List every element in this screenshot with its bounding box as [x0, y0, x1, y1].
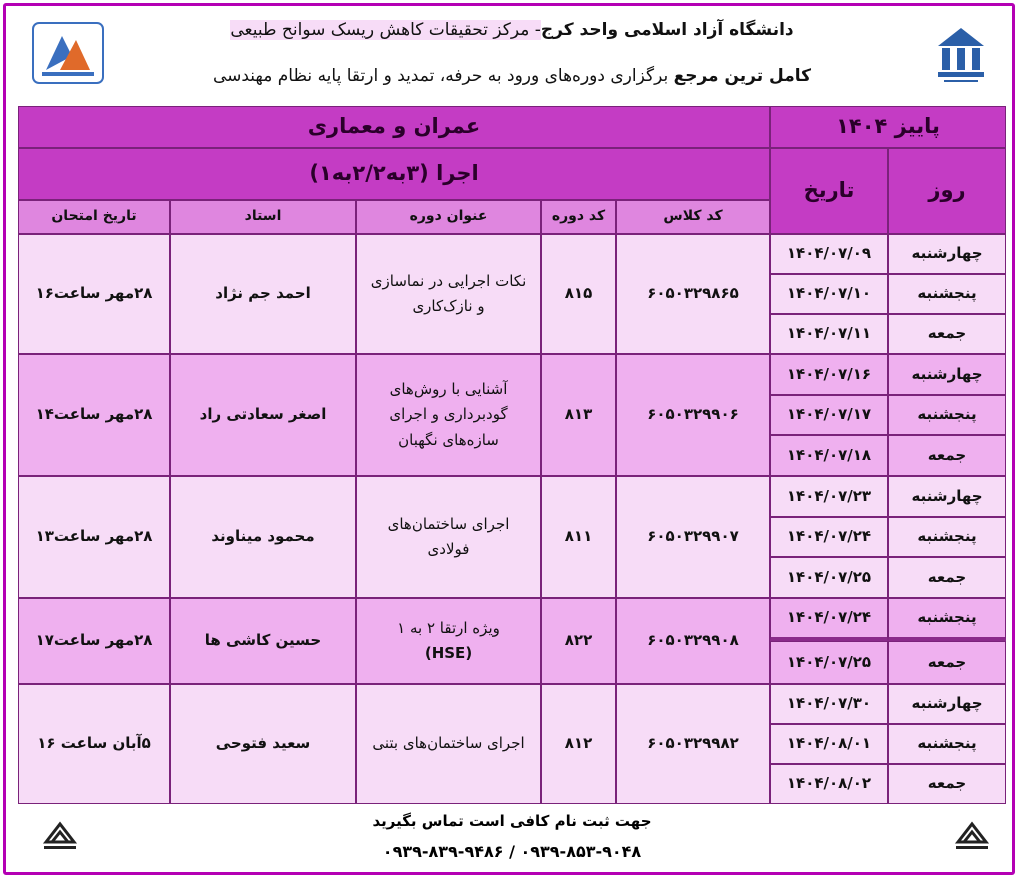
- session-day: جمعه: [888, 557, 1006, 598]
- course-title-line: (HSE): [424, 644, 473, 662]
- research-center-logo-icon: [32, 22, 104, 84]
- category-header: اجرا (۳به۲/۲به۱): [18, 148, 770, 200]
- course-title-line: گودبرداری و اجرای: [389, 405, 508, 424]
- course-title: [356, 598, 541, 684]
- class-code: ۶۰۵۰۳۲۹۹۸۲: [616, 684, 770, 804]
- session-day: پنجشنبه: [888, 598, 1006, 641]
- course-code: ۸۲۲: [541, 598, 616, 684]
- session-date: ۱۴۰۴/۰۷/۲۳: [770, 476, 888, 517]
- session-date: ۱۴۰۴/۰۷/۱۸: [770, 435, 888, 476]
- footer: [18, 806, 1006, 868]
- session-day: چهارشنبه: [888, 476, 1006, 517]
- season-header: پاییز ۱۴۰۴: [770, 106, 1006, 148]
- course-title-line: فولادی: [427, 540, 470, 558]
- teacher-name: حسین کاشی ها: [170, 598, 356, 684]
- day-column-header: روز: [888, 148, 1006, 234]
- exam-date: ۲۸مهر ساعت۱۶: [18, 234, 170, 354]
- course-title-line: نکات اجرایی در نماسازی: [370, 271, 527, 290]
- header: [18, 10, 1006, 105]
- course-code-column-header: کد دوره: [541, 200, 616, 234]
- course-title: [356, 234, 541, 354]
- course-schedule-table: [18, 106, 1006, 806]
- exam-date: ۵آبان ساعت ۱۶: [18, 684, 170, 804]
- header-tagline: [168, 66, 856, 86]
- tagline-rest: برگزاری دوره‌های ورود به حرفه، تمدید و ارتقا پایه نظام مهندسی: [212, 66, 674, 86]
- register-text: جهت ثبت نام کافی است تماس بگیرید: [372, 812, 652, 830]
- course-title-line: اجرای ساختمان‌های بتنی: [372, 734, 525, 753]
- session-date: ۱۴۰۴/۰۷/۲۴: [770, 517, 888, 558]
- course-title-line: ویژه ارتقا ۲ به ۱: [397, 618, 500, 637]
- session-date: ۱۴۰۴/۰۷/۱۷: [770, 395, 888, 436]
- class-code: ۶۰۵۰۳۲۹۹۰۸: [616, 598, 770, 684]
- teacher-column-header: استاد: [170, 200, 356, 234]
- session-date: ۱۴۰۴/۰۷/۲۴: [770, 598, 888, 641]
- session-day: پنجشنبه: [888, 274, 1006, 314]
- course-title: [356, 476, 541, 598]
- session-day: چهارشنبه: [888, 234, 1006, 274]
- session-date: ۱۴۰۴/۰۷/۱۰: [770, 274, 888, 314]
- session-date: ۱۴۰۴/۰۷/۲۵: [770, 557, 888, 598]
- course-title-line: و نازک‌کاری: [412, 297, 485, 315]
- tagline-bold: کامل ترین مرجع: [673, 66, 812, 86]
- session-day: پنجشنبه: [888, 517, 1006, 558]
- session-date: ۱۴۰۴/۰۷/۱۶: [770, 354, 888, 395]
- course-title: [356, 684, 541, 804]
- exam-date: ۲۸مهر ساعت۱۴: [18, 354, 170, 476]
- exam-date: ۲۸مهر ساعت۱۷: [18, 598, 170, 684]
- university-name: دانشگاه آزاد اسلامی واحد کرج: [540, 20, 794, 40]
- session-day: چهارشنبه: [888, 354, 1006, 395]
- field-header: عمران و معماری: [18, 106, 770, 148]
- engineering-org-logo-icon: [952, 816, 992, 856]
- class-code: ۶۰۵۰۳۲۹۹۰۶: [616, 354, 770, 476]
- session-date: ۱۴۰۴/۰۷/۱۱: [770, 314, 888, 354]
- session-date: ۱۴۰۴/۰۸/۰۲: [770, 764, 888, 804]
- date-column-header: تاریخ: [770, 148, 888, 234]
- session-day: جمعه: [888, 764, 1006, 804]
- class-code: ۶۰۵۰۳۲۹۹۰۷: [616, 476, 770, 598]
- session-date: ۱۴۰۴/۰۷/۰۹: [770, 234, 888, 274]
- course-title-line: سازه‌های نگهبان: [398, 430, 499, 449]
- session-day: پنجشنبه: [888, 395, 1006, 436]
- session-day: جمعه: [888, 435, 1006, 476]
- azad-university-logo-icon: [932, 24, 990, 86]
- session-day: چهارشنبه: [888, 684, 1006, 724]
- class-code: ۶۰۵۰۳۲۹۸۶۵: [616, 234, 770, 354]
- exam-date-column-header: تاریخ امتحان: [18, 200, 170, 234]
- course-code: ۸۱۲: [541, 684, 616, 804]
- phone-numbers: ۰۹۳۹-۸۵۳-۹۰۴۸ / ۰۹۳۹-۸۳۹-۹۴۸۶: [382, 842, 642, 861]
- session-day: جمعه: [888, 641, 1006, 684]
- course-title-line: آشنایی با روش‌های: [389, 379, 508, 398]
- course-title-line: اجرای ساختمان‌های: [387, 514, 510, 533]
- session-date: ۱۴۰۴/۰۷/۳۰: [770, 684, 888, 724]
- session-day: جمعه: [888, 314, 1006, 354]
- header-title: [168, 20, 856, 40]
- course-code: ۸۱۳: [541, 354, 616, 476]
- teacher-name: اصغر سعادتی راد: [170, 354, 356, 476]
- course-title: [356, 354, 541, 476]
- session-date: ۱۴۰۴/۰۸/۰۱: [770, 724, 888, 764]
- teacher-name: سعید فتوحی: [170, 684, 356, 804]
- session-day: پنجشنبه: [888, 724, 1006, 764]
- exam-date: ۲۸مهر ساعت۱۳: [18, 476, 170, 598]
- teacher-name: محمود میناوند: [170, 476, 356, 598]
- teacher-name: احمد جم نژاد: [170, 234, 356, 354]
- course-code: ۸۱۱: [541, 476, 616, 598]
- course-code: ۸۱۵: [541, 234, 616, 354]
- title-column-header: عنوان دوره: [356, 200, 541, 234]
- center-name: - مرکز تحقیقات کاهش ریسک سوانح طبیعی: [230, 20, 541, 40]
- class-code-column-header: کد کلاس: [616, 200, 770, 234]
- session-date: ۱۴۰۴/۰۷/۲۵: [770, 641, 888, 684]
